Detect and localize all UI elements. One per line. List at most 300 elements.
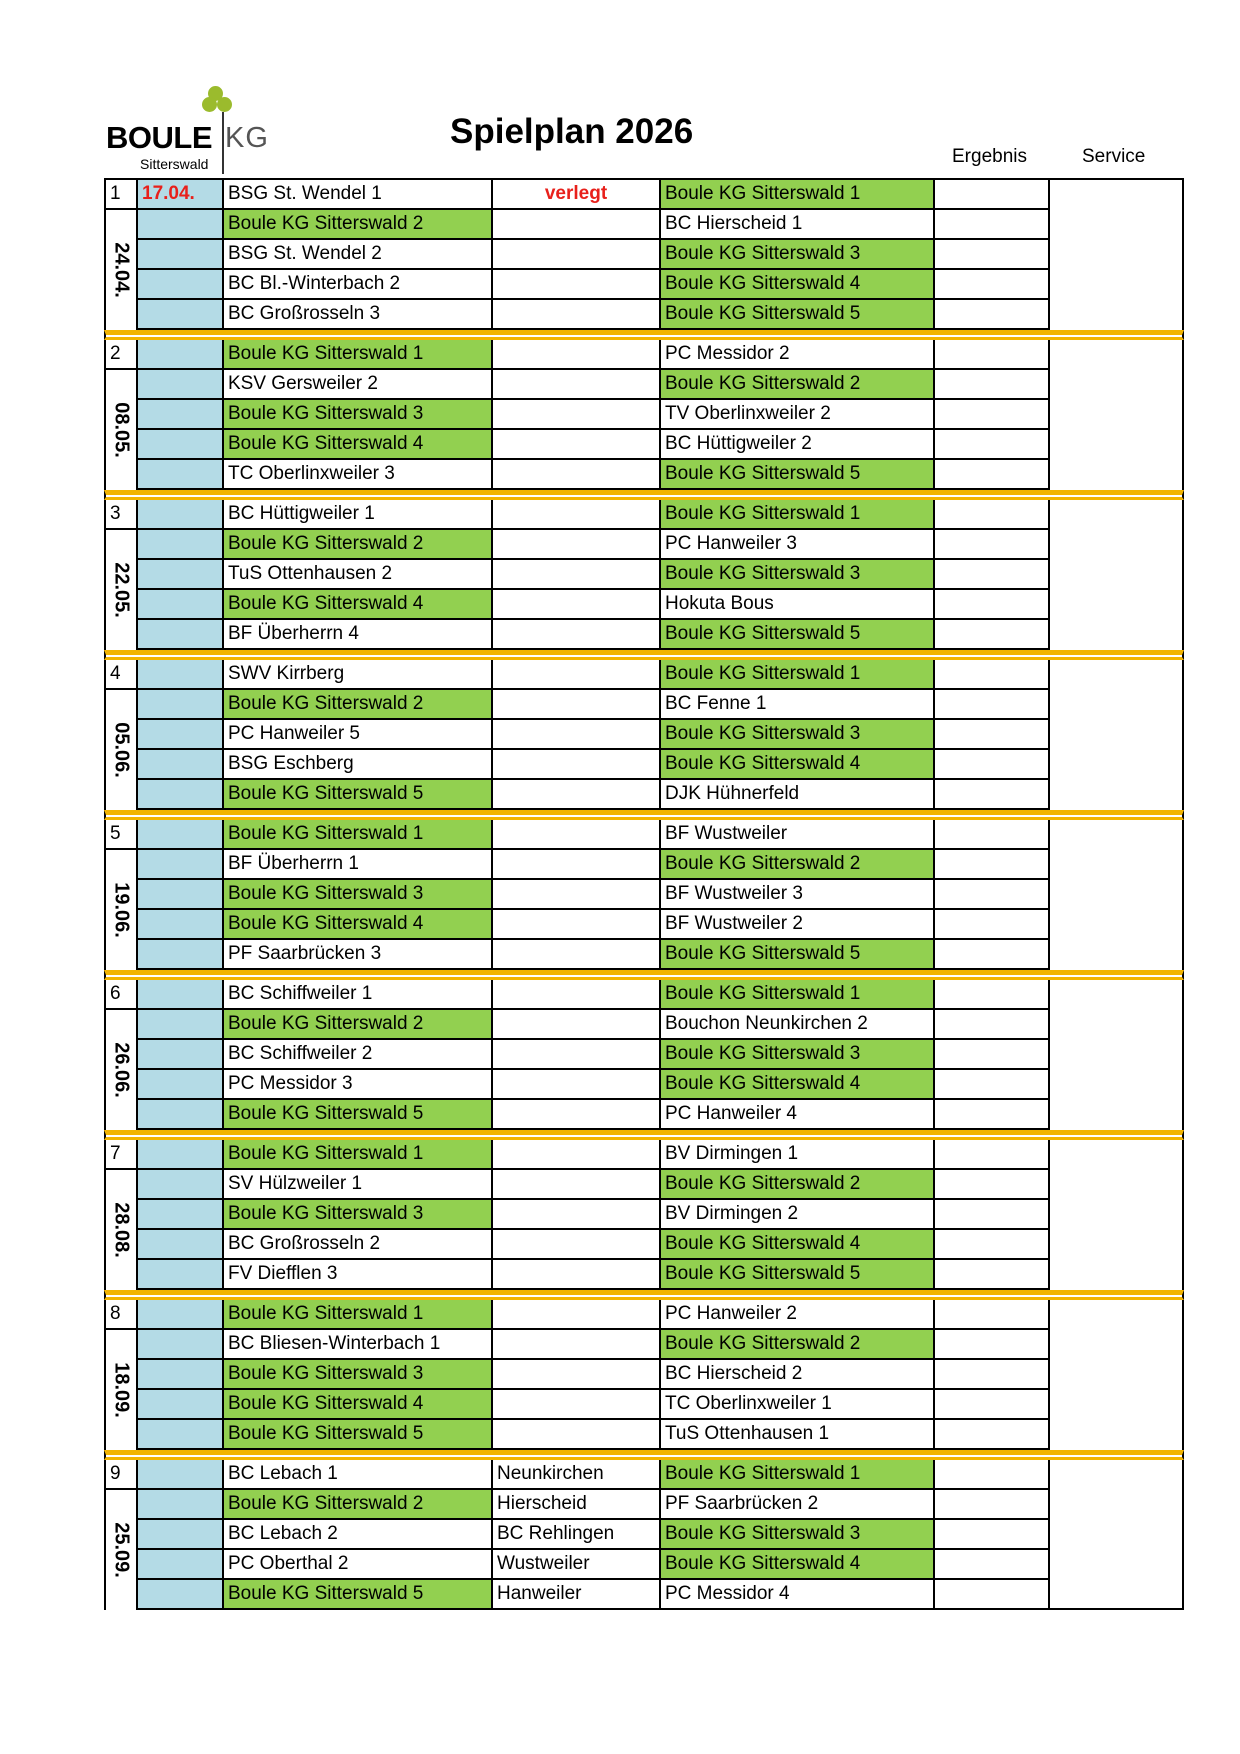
round-separator xyxy=(104,1450,1184,1460)
table-row xyxy=(104,720,1184,750)
away-team: BF Wustweiler 2 xyxy=(661,910,935,940)
date-cell xyxy=(138,1390,224,1420)
service-cell xyxy=(1050,270,1184,300)
date-cell xyxy=(138,1490,224,1520)
match-date-label: 08.05. xyxy=(110,402,133,458)
away-team: TuS Ottenhausen 1 xyxy=(661,1420,935,1450)
page-title: Spielplan 2026 xyxy=(450,112,694,151)
away-team: BC Hierscheid 2 xyxy=(661,1360,935,1390)
home-team: Boule KG Sitterswald 4 xyxy=(224,910,493,940)
home-team: Boule KG Sitterswald 3 xyxy=(224,1200,493,1230)
home-team: Boule KG Sitterswald 1 xyxy=(224,1140,493,1170)
table-row xyxy=(104,850,1184,880)
away-team: Boule KG Sitterswald 2 xyxy=(661,1170,935,1200)
table-row xyxy=(104,910,1184,940)
result-cell xyxy=(935,270,1050,300)
service-cell xyxy=(1050,1460,1184,1490)
service-cell xyxy=(1050,910,1184,940)
result-cell xyxy=(935,910,1050,940)
venue xyxy=(493,1100,661,1130)
service-cell xyxy=(1050,560,1184,590)
date-cell xyxy=(138,210,224,240)
away-team: BV Dirmingen 1 xyxy=(661,1140,935,1170)
result-cell xyxy=(935,880,1050,910)
table-row xyxy=(104,460,1184,490)
result-cell xyxy=(935,1420,1050,1450)
venue: Wustweiler xyxy=(493,1550,661,1580)
venue xyxy=(493,530,661,560)
match-date xyxy=(104,690,138,810)
table-row xyxy=(104,1070,1184,1100)
service-cell xyxy=(1050,1170,1184,1200)
date-cell xyxy=(138,1420,224,1450)
home-team: BC Hüttigweiler 1 xyxy=(224,500,493,530)
date-cell xyxy=(138,780,224,810)
away-team: Bouchon Neunkirchen 2 xyxy=(661,1010,935,1040)
table-row xyxy=(104,340,1184,370)
date-cell xyxy=(138,1140,224,1170)
match-date xyxy=(104,1490,138,1610)
table-row xyxy=(104,1360,1184,1390)
round-number: 6 xyxy=(104,980,138,1010)
venue xyxy=(493,780,661,810)
service-cell xyxy=(1050,210,1184,240)
service-cell xyxy=(1050,430,1184,460)
match-date xyxy=(104,1330,138,1450)
away-team: Boule KG Sitterswald 2 xyxy=(661,370,935,400)
round-block xyxy=(104,340,1184,490)
service-cell xyxy=(1050,1420,1184,1450)
away-team: Boule KG Sitterswald 1 xyxy=(661,980,935,1010)
table-row xyxy=(104,370,1184,400)
table-row xyxy=(104,300,1184,330)
home-team: BSG Eschberg xyxy=(224,750,493,780)
service-cell xyxy=(1050,1230,1184,1260)
round-number: 9 xyxy=(104,1460,138,1490)
table-row xyxy=(104,1390,1184,1420)
result-cell xyxy=(935,240,1050,270)
service-cell xyxy=(1050,180,1184,210)
home-team: BF Überherrn 1 xyxy=(224,850,493,880)
result-cell xyxy=(935,1140,1050,1170)
home-team: Boule KG Sitterswald 2 xyxy=(224,690,493,720)
date-cell xyxy=(138,370,224,400)
table-row xyxy=(104,210,1184,240)
result-cell xyxy=(935,1520,1050,1550)
date-cell xyxy=(138,340,224,370)
table-row xyxy=(104,1580,1184,1610)
table-row xyxy=(104,1330,1184,1360)
result-cell xyxy=(935,370,1050,400)
away-team: Boule KG Sitterswald 3 xyxy=(661,560,935,590)
service-cell xyxy=(1050,940,1184,970)
table-row xyxy=(104,1490,1184,1520)
venue xyxy=(493,1300,661,1330)
service-cell xyxy=(1050,620,1184,650)
result-cell xyxy=(935,500,1050,530)
service-cell xyxy=(1050,1390,1184,1420)
venue xyxy=(493,1170,661,1200)
service-cell xyxy=(1050,590,1184,620)
table-row xyxy=(104,780,1184,810)
venue xyxy=(493,590,661,620)
service-cell xyxy=(1050,370,1184,400)
date-cell xyxy=(138,1260,224,1290)
match-date xyxy=(104,850,138,970)
home-team: PF Saarbrücken 3 xyxy=(224,940,493,970)
logo-dot xyxy=(217,97,232,112)
venue xyxy=(493,340,661,370)
result-cell xyxy=(935,620,1050,650)
home-team: BC Schiffweiler 2 xyxy=(224,1040,493,1070)
away-team: Boule KG Sitterswald 5 xyxy=(661,300,935,330)
service-cell xyxy=(1050,1100,1184,1130)
venue: BC Rehlingen xyxy=(493,1520,661,1550)
away-team: PC Hanweiler 4 xyxy=(661,1100,935,1130)
venue: Hierscheid xyxy=(493,1490,661,1520)
date-cell: 17.04. xyxy=(138,180,224,210)
away-team: Boule KG Sitterswald 1 xyxy=(661,660,935,690)
venue xyxy=(493,1420,661,1450)
home-team: BC Lebach 1 xyxy=(224,1460,493,1490)
away-team: Boule KG Sitterswald 5 xyxy=(661,460,935,490)
service-cell xyxy=(1050,1040,1184,1070)
table-row xyxy=(104,1550,1184,1580)
venue xyxy=(493,940,661,970)
table-row xyxy=(104,940,1184,970)
venue xyxy=(493,370,661,400)
date-cell xyxy=(138,880,224,910)
result-cell xyxy=(935,980,1050,1010)
away-team: BC Hüttigweiler 2 xyxy=(661,430,935,460)
venue xyxy=(493,210,661,240)
header-ergebnis: Ergebnis xyxy=(952,146,1027,167)
date-cell xyxy=(138,460,224,490)
home-team: SV Hülzweiler 1 xyxy=(224,1170,493,1200)
table-row xyxy=(104,1260,1184,1290)
table-row xyxy=(104,820,1184,850)
service-cell xyxy=(1050,1360,1184,1390)
service-cell xyxy=(1050,660,1184,690)
date-cell xyxy=(138,1200,224,1230)
date-cell xyxy=(138,940,224,970)
away-team: Boule KG Sitterswald 4 xyxy=(661,1550,935,1580)
result-cell xyxy=(935,1200,1050,1230)
away-team: PF Saarbrücken 2 xyxy=(661,1490,935,1520)
away-team: PC Hanweiler 3 xyxy=(661,530,935,560)
home-team: KSV Gersweiler 2 xyxy=(224,370,493,400)
table-row xyxy=(104,1420,1184,1450)
away-team: TV Oberlinxweiler 2 xyxy=(661,400,935,430)
date-cell xyxy=(138,850,224,880)
venue xyxy=(493,1070,661,1100)
match-date-label: 28.08. xyxy=(110,1202,133,1258)
table-row xyxy=(104,400,1184,430)
result-cell xyxy=(935,1040,1050,1070)
round-block xyxy=(104,980,1184,1130)
round-separator xyxy=(104,490,1184,500)
venue xyxy=(493,430,661,460)
match-date xyxy=(104,1170,138,1290)
venue xyxy=(493,660,661,690)
venue xyxy=(493,300,661,330)
home-team: Boule KG Sitterswald 3 xyxy=(224,880,493,910)
service-cell xyxy=(1050,300,1184,330)
venue xyxy=(493,720,661,750)
status-verlegt: verlegt xyxy=(493,180,661,210)
round-number: 7 xyxy=(104,1140,138,1170)
result-cell xyxy=(935,820,1050,850)
result-cell xyxy=(935,1170,1050,1200)
home-team: FV Diefflen 3 xyxy=(224,1260,493,1290)
away-team: Boule KG Sitterswald 4 xyxy=(661,1230,935,1260)
round-block xyxy=(104,1300,1184,1450)
venue xyxy=(493,1330,661,1360)
date-cell xyxy=(138,240,224,270)
round-block xyxy=(104,820,1184,970)
match-date-label: 22.05. xyxy=(110,562,133,618)
round-number: 3 xyxy=(104,500,138,530)
result-cell xyxy=(935,1230,1050,1260)
away-team: PC Hanweiler 2 xyxy=(661,1300,935,1330)
home-team: BC Bl.-Winterbach 2 xyxy=(224,270,493,300)
venue: Neunkirchen xyxy=(493,1460,661,1490)
table-row xyxy=(104,180,1184,210)
service-cell xyxy=(1050,340,1184,370)
table-row xyxy=(104,660,1184,690)
result-cell xyxy=(935,780,1050,810)
away-team: Boule KG Sitterswald 2 xyxy=(661,1330,935,1360)
table-row xyxy=(104,500,1184,530)
venue xyxy=(493,880,661,910)
service-cell xyxy=(1050,690,1184,720)
away-team: Boule KG Sitterswald 4 xyxy=(661,750,935,780)
result-cell xyxy=(935,530,1050,560)
result-cell xyxy=(935,750,1050,780)
home-team: Boule KG Sitterswald 1 xyxy=(224,340,493,370)
home-team: Boule KG Sitterswald 2 xyxy=(224,1490,493,1520)
service-cell xyxy=(1050,1550,1184,1580)
result-cell xyxy=(935,1390,1050,1420)
service-cell xyxy=(1050,880,1184,910)
venue xyxy=(493,820,661,850)
venue xyxy=(493,910,661,940)
match-date xyxy=(104,1010,138,1130)
date-cell xyxy=(138,590,224,620)
date-cell xyxy=(138,1330,224,1360)
round-number: 4 xyxy=(104,660,138,690)
home-team: PC Messidor 3 xyxy=(224,1070,493,1100)
result-cell xyxy=(935,1100,1050,1130)
home-team: Boule KG Sitterswald 2 xyxy=(224,1010,493,1040)
away-team: Boule KG Sitterswald 3 xyxy=(661,1520,935,1550)
away-team: BF Wustweiler xyxy=(661,820,935,850)
venue xyxy=(493,850,661,880)
round-block xyxy=(104,500,1184,650)
home-team: Boule KG Sitterswald 5 xyxy=(224,780,493,810)
home-team: BC Schiffweiler 1 xyxy=(224,980,493,1010)
service-cell xyxy=(1050,1490,1184,1520)
result-cell xyxy=(935,850,1050,880)
result-cell xyxy=(935,400,1050,430)
home-team: Boule KG Sitterswald 3 xyxy=(224,400,493,430)
away-team: PC Messidor 4 xyxy=(661,1580,935,1610)
date-cell xyxy=(138,1040,224,1070)
result-cell xyxy=(935,560,1050,590)
service-cell xyxy=(1050,1330,1184,1360)
home-team: BC Großrosseln 3 xyxy=(224,300,493,330)
service-cell xyxy=(1050,1580,1184,1610)
match-date xyxy=(104,370,138,490)
round-block xyxy=(104,180,1184,330)
result-cell xyxy=(935,300,1050,330)
logo-word: BOULE xyxy=(106,120,212,155)
home-team: TuS Ottenhausen 2 xyxy=(224,560,493,590)
date-cell xyxy=(138,530,224,560)
result-cell xyxy=(935,1460,1050,1490)
away-team: Boule KG Sitterswald 5 xyxy=(661,620,935,650)
service-cell xyxy=(1050,850,1184,880)
away-team: Boule KG Sitterswald 2 xyxy=(661,850,935,880)
service-cell xyxy=(1050,240,1184,270)
date-cell xyxy=(138,750,224,780)
table-row xyxy=(104,270,1184,300)
venue xyxy=(493,690,661,720)
round-separator xyxy=(104,650,1184,660)
date-cell xyxy=(138,910,224,940)
home-team: Boule KG Sitterswald 4 xyxy=(224,1390,493,1420)
away-team: Boule KG Sitterswald 4 xyxy=(661,270,935,300)
table-row xyxy=(104,240,1184,270)
service-cell xyxy=(1050,980,1184,1010)
result-cell xyxy=(935,1010,1050,1040)
home-team: SWV Kirrberg xyxy=(224,660,493,690)
round-number: 2 xyxy=(104,340,138,370)
round-separator xyxy=(104,810,1184,820)
service-cell xyxy=(1050,720,1184,750)
home-team: PC Hanweiler 5 xyxy=(224,720,493,750)
date-cell xyxy=(138,620,224,650)
service-cell xyxy=(1050,530,1184,560)
club-logo xyxy=(106,86,276,176)
away-team: Boule KG Sitterswald 1 xyxy=(661,1460,935,1490)
home-team: BSG St. Wendel 2 xyxy=(224,240,493,270)
result-cell xyxy=(935,1330,1050,1360)
date-cell xyxy=(138,1170,224,1200)
date-cell xyxy=(138,1550,224,1580)
home-team: BF Überherrn 4 xyxy=(224,620,493,650)
venue xyxy=(493,270,661,300)
venue xyxy=(493,620,661,650)
match-date-label: 24.04. xyxy=(110,242,133,298)
away-team: Boule KG Sitterswald 1 xyxy=(661,180,935,210)
date-cell xyxy=(138,980,224,1010)
away-team: Boule KG Sitterswald 5 xyxy=(661,940,935,970)
table-row xyxy=(104,590,1184,620)
service-cell xyxy=(1050,460,1184,490)
table-row xyxy=(104,750,1184,780)
schedule-table xyxy=(104,180,1184,1610)
service-cell xyxy=(1050,1070,1184,1100)
away-team: Hokuta Bous xyxy=(661,590,935,620)
result-cell xyxy=(935,1550,1050,1580)
result-cell xyxy=(935,940,1050,970)
match-date-label: 26.06. xyxy=(110,1042,133,1098)
match-date-label: 25.09. xyxy=(110,1522,133,1578)
result-cell xyxy=(935,1360,1050,1390)
round-separator xyxy=(104,330,1184,340)
venue xyxy=(493,1260,661,1290)
away-team: BC Hierscheid 1 xyxy=(661,210,935,240)
date-cell xyxy=(138,1100,224,1130)
result-cell xyxy=(935,690,1050,720)
home-team: Boule KG Sitterswald 3 xyxy=(224,1360,493,1390)
service-cell xyxy=(1050,1520,1184,1550)
date-cell xyxy=(138,500,224,530)
date-cell xyxy=(138,400,224,430)
home-team: Boule KG Sitterswald 1 xyxy=(224,1300,493,1330)
table-row xyxy=(104,430,1184,460)
date-cell xyxy=(138,430,224,460)
result-cell xyxy=(935,460,1050,490)
venue xyxy=(493,500,661,530)
round-separator xyxy=(104,1130,1184,1140)
home-team: Boule KG Sitterswald 1 xyxy=(224,820,493,850)
round-number: 5 xyxy=(104,820,138,850)
result-cell xyxy=(935,180,1050,210)
away-team: BF Wustweiler 3 xyxy=(661,880,935,910)
service-cell xyxy=(1050,820,1184,850)
round-block xyxy=(104,660,1184,810)
venue xyxy=(493,1360,661,1390)
table-row xyxy=(104,620,1184,650)
home-team: BC Lebach 2 xyxy=(224,1520,493,1550)
home-team: Boule KG Sitterswald 4 xyxy=(224,430,493,460)
service-cell xyxy=(1050,500,1184,530)
home-team: Boule KG Sitterswald 2 xyxy=(224,210,493,240)
date-cell xyxy=(138,720,224,750)
result-cell xyxy=(935,1300,1050,1330)
home-team: Boule KG Sitterswald 5 xyxy=(224,1580,493,1610)
away-team: DJK Hühnerfeld xyxy=(661,780,935,810)
match-date-label: 18.09. xyxy=(110,1362,133,1418)
service-cell xyxy=(1050,780,1184,810)
service-cell xyxy=(1050,750,1184,780)
table-row xyxy=(104,1230,1184,1260)
result-cell xyxy=(935,430,1050,460)
date-cell xyxy=(138,690,224,720)
home-team: BC Bliesen-Winterbach 1 xyxy=(224,1330,493,1360)
logo-subtitle: Sitterswald xyxy=(140,156,209,172)
service-cell xyxy=(1050,1300,1184,1330)
away-team: TC Oberlinxweiler 1 xyxy=(661,1390,935,1420)
table-row xyxy=(104,1040,1184,1070)
match-date xyxy=(104,210,138,330)
round-separator xyxy=(104,1290,1184,1300)
date-cell xyxy=(138,660,224,690)
home-team: Boule KG Sitterswald 5 xyxy=(224,1100,493,1130)
result-cell xyxy=(935,590,1050,620)
venue xyxy=(493,1140,661,1170)
date-cell xyxy=(138,1230,224,1260)
venue xyxy=(493,980,661,1010)
service-cell xyxy=(1050,1140,1184,1170)
logo-kg: KG xyxy=(225,122,269,154)
away-team: Boule KG Sitterswald 1 xyxy=(661,500,935,530)
venue xyxy=(493,750,661,780)
date-cell xyxy=(138,1460,224,1490)
venue xyxy=(493,1040,661,1070)
